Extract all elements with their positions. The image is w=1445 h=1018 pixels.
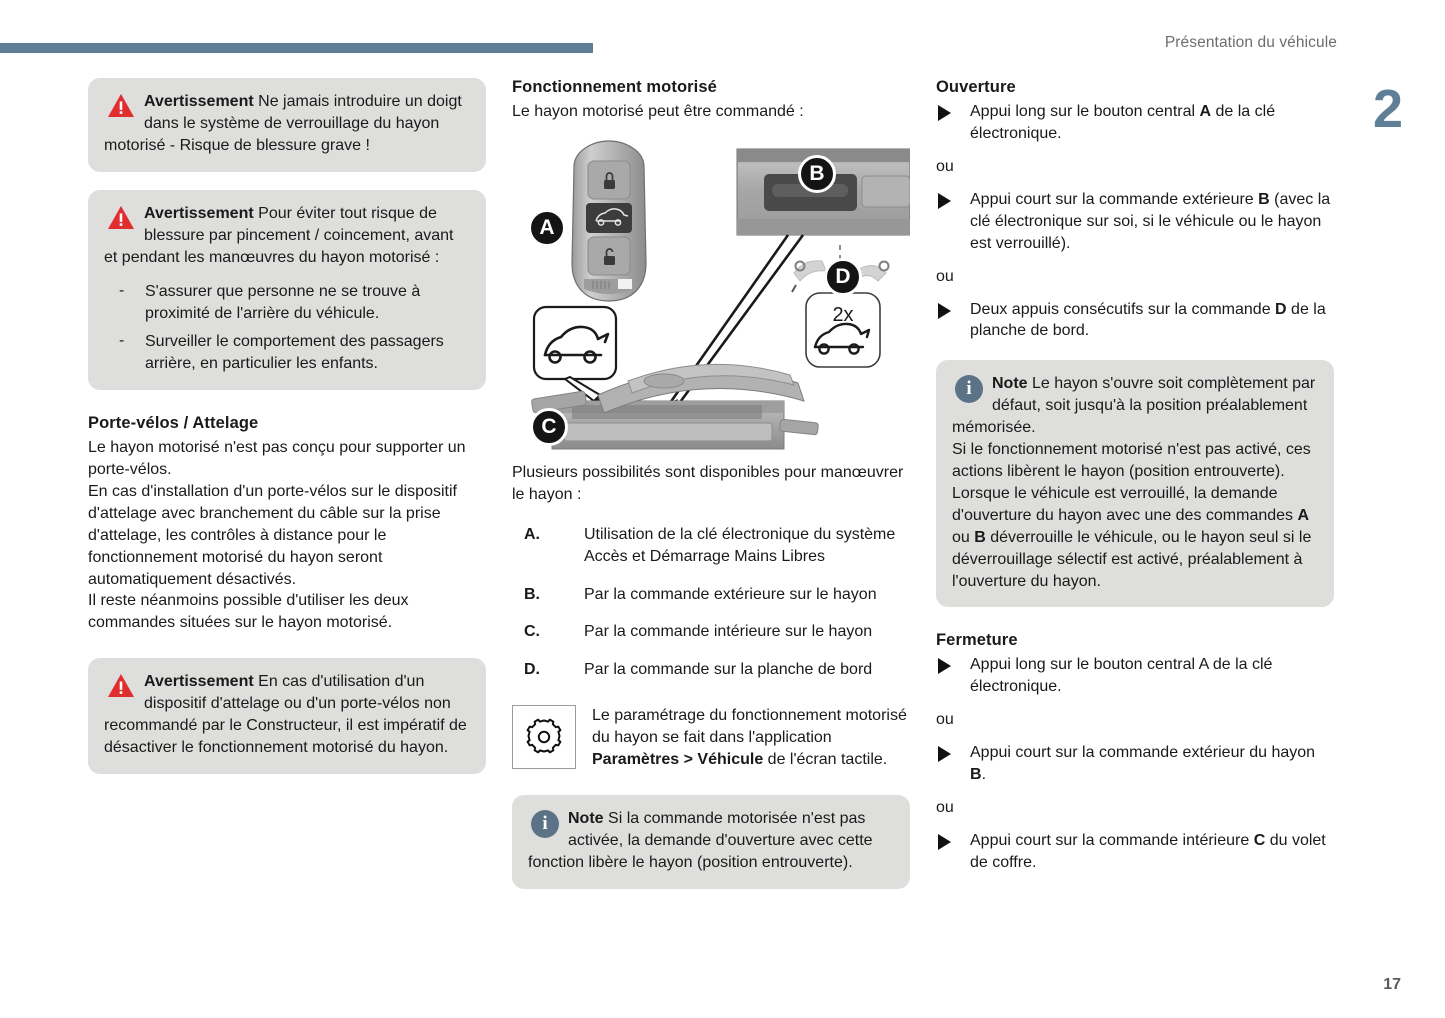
tip-text-suffix: de l'écran tactile. [763,751,888,769]
or-label: ou [936,267,954,285]
or-label: ou [936,799,954,817]
note-paragraph-3-post: déverrouille le véhicule, ou le hayon seul si le déverrouillage sélectif est activé, préalablement à l'ouverture du hayon. [952,528,1312,590]
step-text-post: du volet de coffre. [970,832,1326,871]
warning-body: Ne jamais introduire un doigt dans le système de verrouillage du hayon motorisé - Risque de blessure grave ! [104,93,462,154]
list-item-text: S'assurer que personne ne se trouve à proximité de l'arrière du véhicule. [145,283,421,323]
step-text-post: de la clé électronique. [970,103,1276,142]
section-intro: Le hayon motorisé peut être commandé : [512,103,804,120]
warning-triangle-icon [104,93,138,123]
step-text-bold: B [970,766,982,784]
chapter-number: 2 [1372,79,1403,139]
warning-body: Pour éviter tout risque de blessure par pincement / coincement, avant et pendant les manœuvres du hayon motorisé : [104,204,454,266]
figure-lead-text: Plusieurs possibilités sont disponibles pour manœuvrer le hayon : [512,463,904,503]
closing-steps-list [936,742,1334,786]
triangle-bullet-icon [938,658,951,674]
middle-column [512,78,910,889]
list-item [512,621,910,643]
header-accent-bar [0,43,593,53]
note-body: Si la commande motorisée n'est pas activée, la demande d'ouverture avec cette fonction libère le hayon (position entrouverte). [528,809,873,871]
warning-callout-1 [88,78,486,172]
option-text: Par la commande extérieure sur le hayon [584,585,877,603]
tailgate-controls-figure [512,133,910,451]
step-text-post: (avec la clé électronique sur soi, si le véhicule ou le hayon est verrouillé). [970,190,1331,252]
note-paragraph-3-mid: ou [952,528,975,546]
note-title: Note [992,375,1028,393]
closing-steps-list [936,830,1334,874]
warning-body: En cas d'utilisation d'un dispositif d'attelage ou d'un porte-vélos non recommandé par le Constructeur, il est impératif de désactiver le fonctionnement motorisé du hayon. [104,673,467,756]
step-text-bold: D [1275,300,1287,318]
note-paragraph-1: Le hayon s'ouvre soit complètement par défaut, soit jusqu'à la position préalablement mémorisée. [952,375,1316,437]
warning-triangle-icon [104,205,138,235]
figure-label-a: A [528,209,566,247]
page-header-title: Présentation du véhicule [1164,34,1337,51]
tip-text-bold: Paramètres > Véhicule [592,751,764,769]
option-letter: C. [524,623,540,641]
opening-steps-list [936,299,1334,343]
opening-steps-list [936,189,1334,255]
or-label: ou [936,711,954,729]
tip-text-prefix: Le paramétrage du fonctionnement motorisé du hayon se fait dans l'application [592,707,907,747]
right-column [936,78,1334,874]
section-paragraph: Il reste néanmoins possible d'utiliser les deux commandes situées sur le hayon motorisé. [88,592,409,632]
option-letter: A. [524,525,540,543]
list-item [512,659,910,681]
info-icon: i [528,810,562,840]
info-icon: i [952,375,986,405]
list-item [936,742,1334,786]
note-callout-middle [512,795,910,889]
option-text: Par la commande intérieure sur le hayon [584,623,873,641]
warning-title: Avertissement [144,673,254,691]
car-tailgate-open-icon [534,307,616,403]
triangle-bullet-icon [938,303,951,319]
section-heading-ouverture: Ouverture [936,78,1016,96]
figure-label-d: D [824,258,862,296]
step-text-post: . [981,766,987,784]
option-letter: D. [524,661,540,679]
tailgate-options-list [512,524,910,682]
section-heading-fonctionnement: Fonctionnement motorisé [512,78,717,96]
note-bold-a: A [1297,506,1310,524]
section-paragraph: Le hayon motorisé n'est pas conçu pour supporter un porte-vélos. [88,439,466,478]
option-letter: B. [524,585,540,603]
gear-icon [512,705,576,769]
triangle-bullet-icon [938,105,951,121]
step-text-pre: Appui long sur le bouton central A de la clé électronique. [970,656,1273,696]
note-title: Note [568,809,604,827]
step-text-pre: Appui court sur la commande intérieure [970,832,1254,850]
option-text: Par la commande sur la planche de bord [584,661,873,679]
section-heading-porte-velos: Porte-vélos / Attelage [88,414,259,433]
note-paragraph-3-pre: Lorsque le véhicule est verrouillé, la demande d'ouverture du hayon avec une des commandes [952,484,1298,524]
closing-steps-list [936,654,1334,698]
page-number: 17 [1383,976,1401,993]
step-text-bold: A [1199,103,1212,120]
step-text-bold: B [1258,190,1270,208]
figure-label-c: C [530,408,568,446]
triangle-bullet-icon [938,834,951,850]
warning-title: Avertissement [144,204,254,222]
list-item [512,584,910,606]
opening-steps-list [936,101,1334,145]
triangle-bullet-icon [938,193,951,209]
key-fob-icon [572,141,646,301]
option-text: Utilisation de la clé électronique du système Accès et Démarrage Mains Libres [584,525,896,565]
note-callout-right [936,360,1334,607]
list-item [936,299,1334,343]
list-item [936,101,1334,145]
figure-label-b: B [798,155,836,193]
section-paragraph: En cas d'installation d'un porte-vélos sur le dispositif d'attelage avec branchement du câble sur la prise d'attelage, les contrôles à distance pour le fonctionnement motorisé du hayon seront automatiquement désactivés. [88,482,457,588]
warning-triangle-icon [104,673,138,703]
step-text-pre: Deux appuis consécutifs sur la commande [970,300,1276,318]
warning-callout-3 [88,658,486,774]
or-label: ou [936,157,954,175]
settings-tip [512,705,910,771]
step-text-pre: Appui court sur la commande extérieure [970,190,1259,208]
triangle-bullet-icon [938,746,951,762]
list-item [936,830,1334,874]
list-item [936,189,1334,255]
list-item-text: Surveiller le comportement des passagers arrière, en particulier les enfants. [145,333,444,373]
step-text-pre: Appui court sur la commande extérieur du hayon [970,744,1316,762]
warning-bullet-list [104,281,470,375]
list-item [104,331,470,375]
dash-marker: - [119,332,125,350]
step-text-pre: Appui long sur le bouton central [970,103,1200,120]
left-column [88,78,486,774]
note-paragraph-2: Si le fonctionnement motorisé n'est pas activé, ces actions libèrent le hayon (position entrouverte). [952,441,1311,480]
dash-marker: - [119,282,125,300]
figure-2x-label: 2x [832,303,854,326]
note-bold-b: B [974,528,986,546]
section-heading-fermeture: Fermeture [936,631,1018,650]
warning-callout-2 [88,190,486,390]
list-item [104,281,470,325]
list-item [936,654,1334,698]
step-text-bold: C [1253,832,1266,850]
list-item [512,524,910,568]
step-text-post: de la planche de bord. [970,300,1326,340]
warning-title: Avertissement [144,93,254,110]
